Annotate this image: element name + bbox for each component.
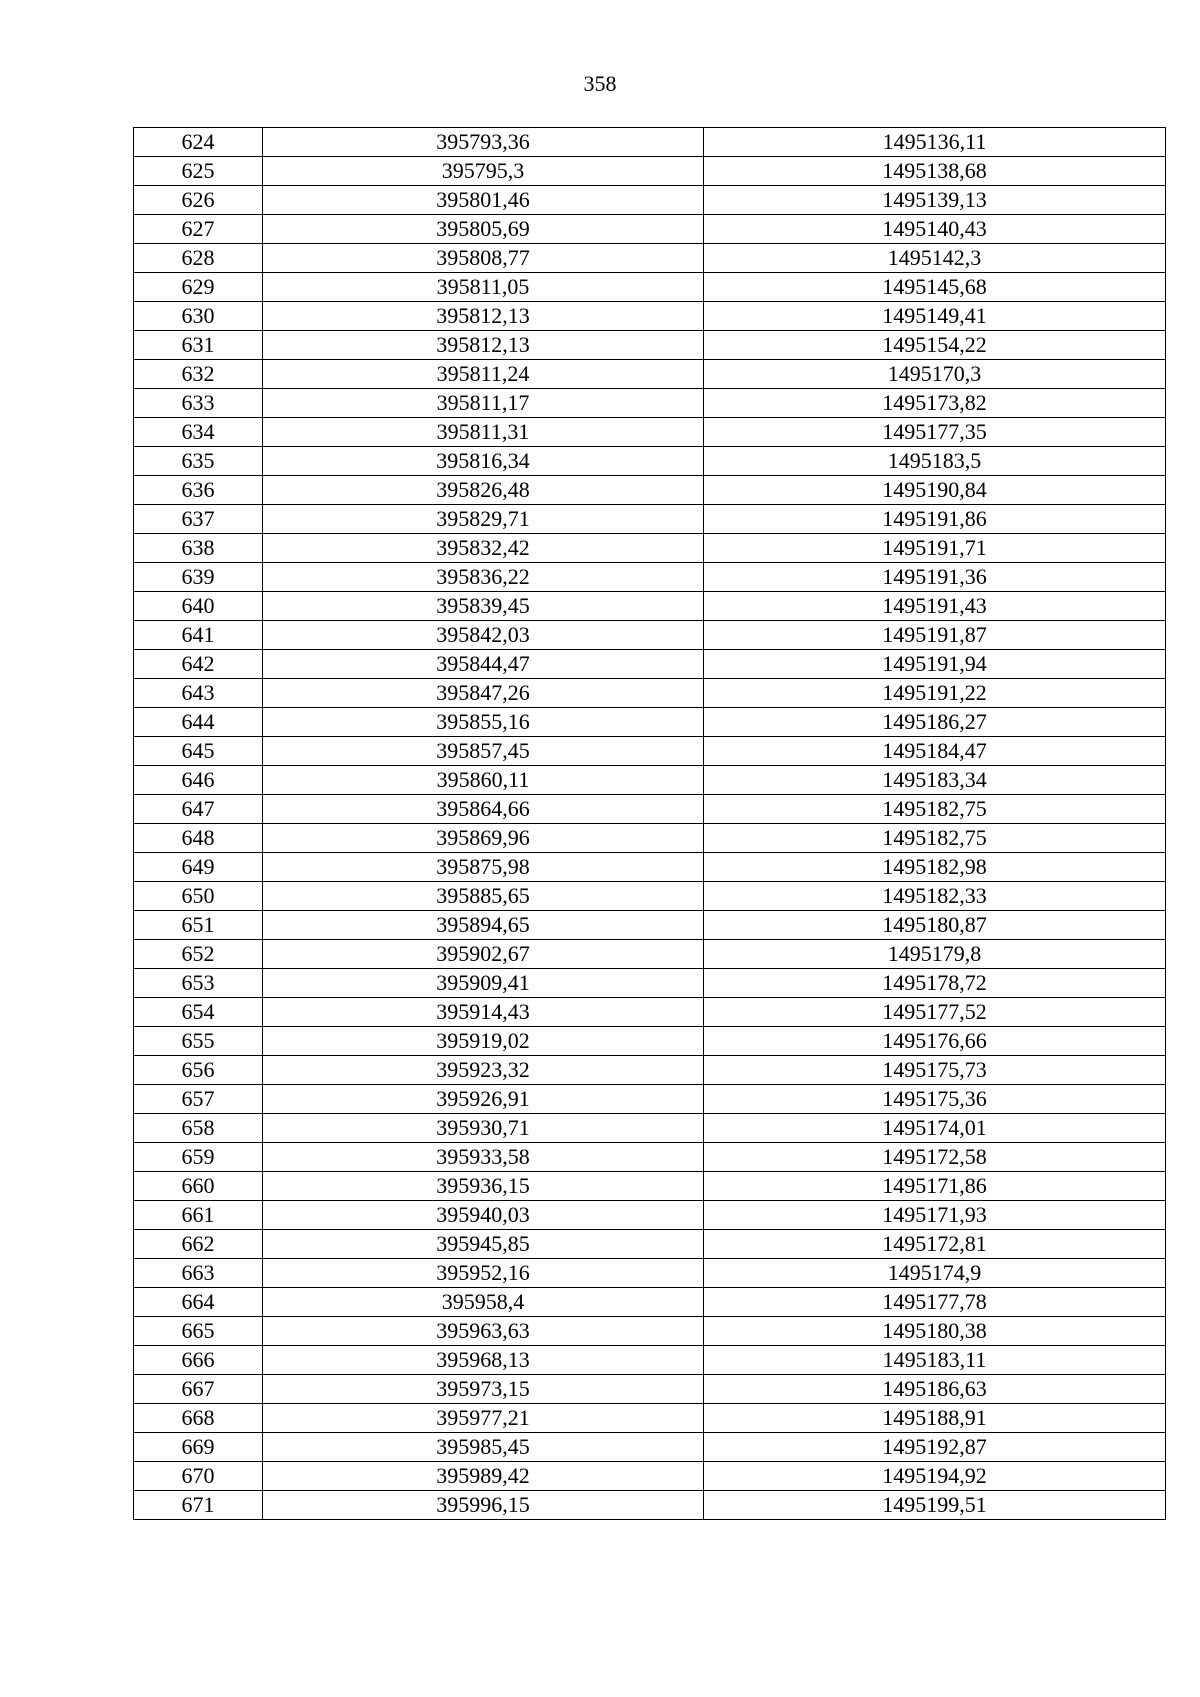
- x-coordinate-cell: 395936,15: [263, 1172, 704, 1201]
- y-coordinate-cell: 1495183,11: [704, 1346, 1166, 1375]
- table-row: [134, 911, 1166, 940]
- point-number-cell: 627: [134, 215, 263, 244]
- point-number-cell: 656: [134, 1056, 263, 1085]
- page-number: 358: [583, 71, 617, 96]
- y-coordinate-cell: 1495186,27: [704, 708, 1166, 737]
- table-row: [134, 1259, 1166, 1288]
- table-row: [134, 1433, 1166, 1462]
- x-coordinate-cell: 395844,47: [263, 650, 704, 679]
- point-number-cell: 643: [134, 679, 263, 708]
- y-coordinate-cell: 1495191,71: [704, 534, 1166, 563]
- point-number-cell: 652: [134, 940, 263, 969]
- y-coordinate-cell: 1495180,87: [704, 911, 1166, 940]
- x-coordinate-cell: 395926,91: [263, 1085, 704, 1114]
- x-coordinate-cell: 395811,05: [263, 273, 704, 302]
- y-coordinate-cell: 1495154,22: [704, 331, 1166, 360]
- x-coordinate-cell: 395832,42: [263, 534, 704, 563]
- point-number-cell: 657: [134, 1085, 263, 1114]
- y-coordinate-cell: 1495191,87: [704, 621, 1166, 650]
- point-number-cell: 664: [134, 1288, 263, 1317]
- coordinates-table: [133, 127, 1166, 1520]
- table-row: [134, 534, 1166, 563]
- y-coordinate-cell: 1495136,11: [704, 128, 1166, 157]
- table-row: [134, 331, 1166, 360]
- x-coordinate-cell: 395857,45: [263, 737, 704, 766]
- point-number-cell: 632: [134, 360, 263, 389]
- x-coordinate-cell: 395805,69: [263, 215, 704, 244]
- y-coordinate-cell: 1495191,94: [704, 650, 1166, 679]
- y-coordinate-cell: 1495191,86: [704, 505, 1166, 534]
- x-coordinate-cell: 395829,71: [263, 505, 704, 534]
- y-coordinate-cell: 1495191,22: [704, 679, 1166, 708]
- table-row: [134, 737, 1166, 766]
- y-coordinate-cell: 1495180,38: [704, 1317, 1166, 1346]
- table-row: [134, 1491, 1166, 1520]
- x-coordinate-cell: 395855,16: [263, 708, 704, 737]
- y-coordinate-cell: 1495186,63: [704, 1375, 1166, 1404]
- point-number-cell: 628: [134, 244, 263, 273]
- x-coordinate-cell: 395826,48: [263, 476, 704, 505]
- x-coordinate-cell: 395812,13: [263, 302, 704, 331]
- table-row: [134, 940, 1166, 969]
- table-row: [134, 998, 1166, 1027]
- x-coordinate-cell: 395836,22: [263, 563, 704, 592]
- x-coordinate-cell: 395919,02: [263, 1027, 704, 1056]
- point-number-cell: 636: [134, 476, 263, 505]
- point-number-cell: 644: [134, 708, 263, 737]
- y-coordinate-cell: 1495190,84: [704, 476, 1166, 505]
- point-number-cell: 635: [134, 447, 263, 476]
- y-coordinate-cell: 1495182,75: [704, 795, 1166, 824]
- table-row: [134, 853, 1166, 882]
- y-coordinate-cell: 1495170,3: [704, 360, 1166, 389]
- point-number-cell: 654: [134, 998, 263, 1027]
- point-number-cell: 629: [134, 273, 263, 302]
- table-row: [134, 418, 1166, 447]
- table-row: [134, 1404, 1166, 1433]
- point-number-cell: 640: [134, 592, 263, 621]
- table-row: [134, 128, 1166, 157]
- y-coordinate-cell: 1495177,52: [704, 998, 1166, 1027]
- x-coordinate-cell: 395985,45: [263, 1433, 704, 1462]
- y-coordinate-cell: 1495175,73: [704, 1056, 1166, 1085]
- table-row: [134, 592, 1166, 621]
- table-row: [134, 1143, 1166, 1172]
- table-row: [134, 650, 1166, 679]
- x-coordinate-cell: 395963,63: [263, 1317, 704, 1346]
- point-number-cell: 665: [134, 1317, 263, 1346]
- y-coordinate-cell: 1495183,5: [704, 447, 1166, 476]
- point-number-cell: 625: [134, 157, 263, 186]
- x-coordinate-cell: 395811,24: [263, 360, 704, 389]
- point-number-cell: 638: [134, 534, 263, 563]
- table-row: [134, 1085, 1166, 1114]
- point-number-cell: 667: [134, 1375, 263, 1404]
- table-row: [134, 1172, 1166, 1201]
- x-coordinate-cell: 395930,71: [263, 1114, 704, 1143]
- point-number-cell: 659: [134, 1143, 263, 1172]
- y-coordinate-cell: 1495174,01: [704, 1114, 1166, 1143]
- x-coordinate-cell: 395793,36: [263, 128, 704, 157]
- y-coordinate-cell: 1495194,92: [704, 1462, 1166, 1491]
- x-coordinate-cell: 395816,34: [263, 447, 704, 476]
- table-row: [134, 1027, 1166, 1056]
- y-coordinate-cell: 1495176,66: [704, 1027, 1166, 1056]
- x-coordinate-cell: 395977,21: [263, 1404, 704, 1433]
- x-coordinate-cell: 395875,98: [263, 853, 704, 882]
- table-row: [134, 795, 1166, 824]
- point-number-cell: 624: [134, 128, 263, 157]
- y-coordinate-cell: 1495140,43: [704, 215, 1166, 244]
- y-coordinate-cell: 1495182,33: [704, 882, 1166, 911]
- table-row: [134, 621, 1166, 650]
- point-number-cell: 669: [134, 1433, 263, 1462]
- table-row: [134, 360, 1166, 389]
- point-number-cell: 661: [134, 1201, 263, 1230]
- x-coordinate-cell: 395801,46: [263, 186, 704, 215]
- y-coordinate-cell: 1495182,98: [704, 853, 1166, 882]
- point-number-cell: 655: [134, 1027, 263, 1056]
- table-row: [134, 505, 1166, 534]
- y-coordinate-cell: 1495174,9: [704, 1259, 1166, 1288]
- x-coordinate-cell: 395945,85: [263, 1230, 704, 1259]
- table-row: [134, 969, 1166, 998]
- y-coordinate-cell: 1495179,8: [704, 940, 1166, 969]
- table-row: [134, 824, 1166, 853]
- point-number-cell: 650: [134, 882, 263, 911]
- point-number-cell: 645: [134, 737, 263, 766]
- x-coordinate-cell: 395923,32: [263, 1056, 704, 1085]
- table-row: [134, 882, 1166, 911]
- y-coordinate-cell: 1495192,87: [704, 1433, 1166, 1462]
- coordinates-table-body: [134, 128, 1166, 1520]
- x-coordinate-cell: 395839,45: [263, 592, 704, 621]
- y-coordinate-cell: 1495145,68: [704, 273, 1166, 302]
- x-coordinate-cell: 395952,16: [263, 1259, 704, 1288]
- point-number-cell: 648: [134, 824, 263, 853]
- point-number-cell: 626: [134, 186, 263, 215]
- y-coordinate-cell: 1495184,47: [704, 737, 1166, 766]
- y-coordinate-cell: 1495173,82: [704, 389, 1166, 418]
- y-coordinate-cell: 1495138,68: [704, 157, 1166, 186]
- x-coordinate-cell: 395885,65: [263, 882, 704, 911]
- table-row: [134, 302, 1166, 331]
- table-row: [134, 186, 1166, 215]
- x-coordinate-cell: 395842,03: [263, 621, 704, 650]
- table-row: [134, 1375, 1166, 1404]
- point-number-cell: 631: [134, 331, 263, 360]
- table-row: [134, 1346, 1166, 1375]
- point-number-cell: 639: [134, 563, 263, 592]
- point-number-cell: 658: [134, 1114, 263, 1143]
- x-coordinate-cell: 395909,41: [263, 969, 704, 998]
- table-row: [134, 1201, 1166, 1230]
- table-row: [134, 1317, 1166, 1346]
- point-number-cell: 641: [134, 621, 263, 650]
- y-coordinate-cell: 1495182,75: [704, 824, 1166, 853]
- x-coordinate-cell: 395864,66: [263, 795, 704, 824]
- table-row: [134, 766, 1166, 795]
- table-row: [134, 389, 1166, 418]
- y-coordinate-cell: 1495188,91: [704, 1404, 1166, 1433]
- y-coordinate-cell: 1495175,36: [704, 1085, 1166, 1114]
- table-row: [134, 563, 1166, 592]
- point-number-cell: 666: [134, 1346, 263, 1375]
- x-coordinate-cell: 395811,17: [263, 389, 704, 418]
- point-number-cell: 642: [134, 650, 263, 679]
- table-row: [134, 679, 1166, 708]
- table-row: [134, 215, 1166, 244]
- point-number-cell: 663: [134, 1259, 263, 1288]
- y-coordinate-cell: 1495139,13: [704, 186, 1166, 215]
- y-coordinate-cell: 1495177,35: [704, 418, 1166, 447]
- point-number-cell: 634: [134, 418, 263, 447]
- point-number-cell: 651: [134, 911, 263, 940]
- point-number-cell: 653: [134, 969, 263, 998]
- point-number-cell: 646: [134, 766, 263, 795]
- x-coordinate-cell: 395811,31: [263, 418, 704, 447]
- y-coordinate-cell: 1495142,3: [704, 244, 1166, 273]
- x-coordinate-cell: 395894,65: [263, 911, 704, 940]
- y-coordinate-cell: 1495191,36: [704, 563, 1166, 592]
- x-coordinate-cell: 395860,11: [263, 766, 704, 795]
- y-coordinate-cell: 1495171,86: [704, 1172, 1166, 1201]
- point-number-cell: 647: [134, 795, 263, 824]
- x-coordinate-cell: 395996,15: [263, 1491, 704, 1520]
- table-row: [134, 1288, 1166, 1317]
- x-coordinate-cell: 395973,15: [263, 1375, 704, 1404]
- table-row: [134, 1230, 1166, 1259]
- point-number-cell: 662: [134, 1230, 263, 1259]
- point-number-cell: 668: [134, 1404, 263, 1433]
- table-row: [134, 1056, 1166, 1085]
- point-number-cell: 660: [134, 1172, 263, 1201]
- x-coordinate-cell: 395968,13: [263, 1346, 704, 1375]
- x-coordinate-cell: 395989,42: [263, 1462, 704, 1491]
- point-number-cell: 633: [134, 389, 263, 418]
- y-coordinate-cell: 1495191,43: [704, 592, 1166, 621]
- y-coordinate-cell: 1495172,58: [704, 1143, 1166, 1172]
- x-coordinate-cell: 395795,3: [263, 157, 704, 186]
- x-coordinate-cell: 395933,58: [263, 1143, 704, 1172]
- y-coordinate-cell: 1495199,51: [704, 1491, 1166, 1520]
- table-row: [134, 244, 1166, 273]
- y-coordinate-cell: 1495171,93: [704, 1201, 1166, 1230]
- table-row: [134, 273, 1166, 302]
- x-coordinate-cell: 395940,03: [263, 1201, 704, 1230]
- y-coordinate-cell: 1495177,78: [704, 1288, 1166, 1317]
- x-coordinate-cell: 395812,13: [263, 331, 704, 360]
- x-coordinate-cell: 395847,26: [263, 679, 704, 708]
- x-coordinate-cell: 395869,96: [263, 824, 704, 853]
- table-row: [134, 476, 1166, 505]
- point-number-cell: 630: [134, 302, 263, 331]
- x-coordinate-cell: 395958,4: [263, 1288, 704, 1317]
- y-coordinate-cell: 1495149,41: [704, 302, 1166, 331]
- table-row: [134, 447, 1166, 476]
- point-number-cell: 637: [134, 505, 263, 534]
- table-row: [134, 708, 1166, 737]
- table-row: [134, 1114, 1166, 1143]
- table-row: [134, 157, 1166, 186]
- x-coordinate-cell: 395902,67: [263, 940, 704, 969]
- x-coordinate-cell: 395914,43: [263, 998, 704, 1027]
- point-number-cell: 671: [134, 1491, 263, 1520]
- x-coordinate-cell: 395808,77: [263, 244, 704, 273]
- y-coordinate-cell: 1495178,72: [704, 969, 1166, 998]
- y-coordinate-cell: 1495172,81: [704, 1230, 1166, 1259]
- y-coordinate-cell: 1495183,34: [704, 766, 1166, 795]
- table-row: [134, 1462, 1166, 1491]
- point-number-cell: 670: [134, 1462, 263, 1491]
- point-number-cell: 649: [134, 853, 263, 882]
